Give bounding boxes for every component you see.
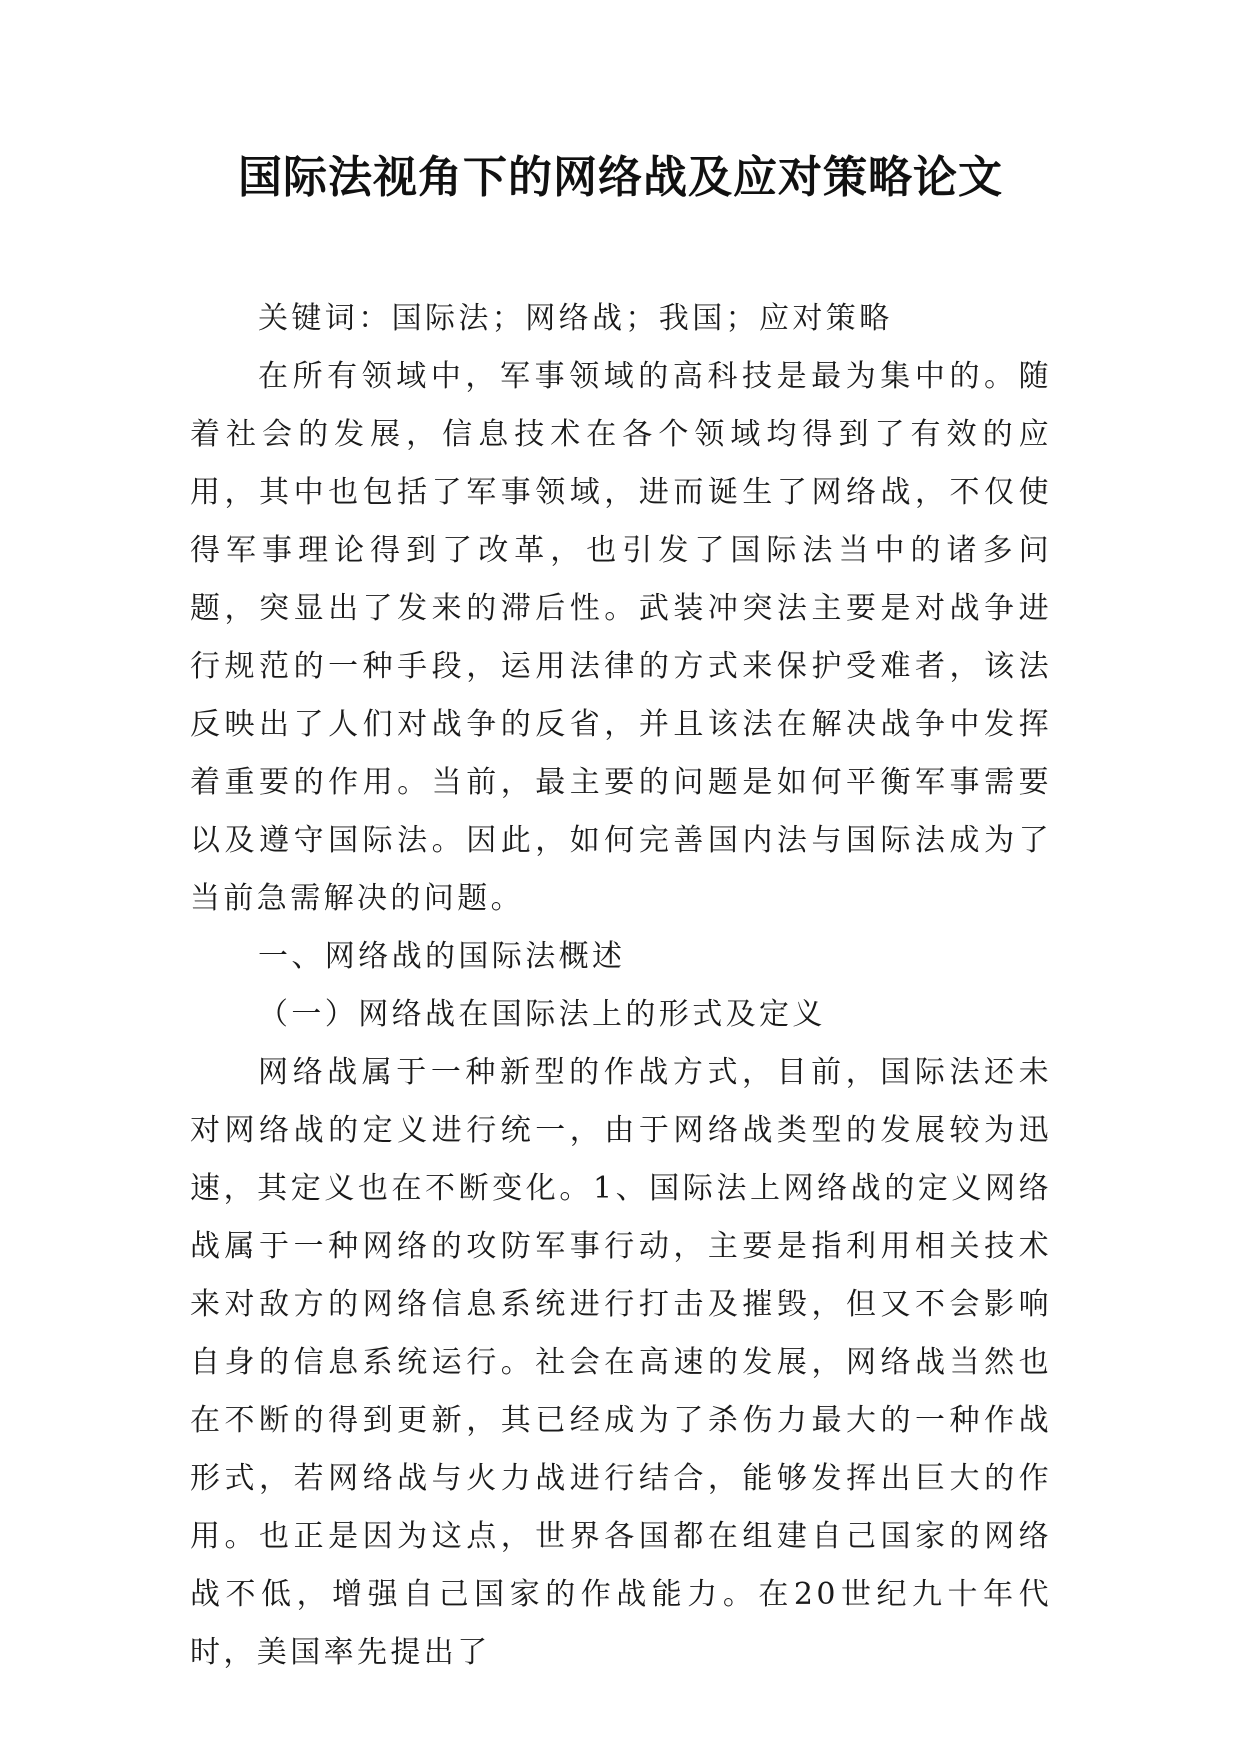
keywords-line: 关键词：国际法；网络战；我国；应对策略 xyxy=(258,301,893,336)
paragraph-intro: 在所有领域中，军事领域的高科技是最为集中的。随着社会的发展，信息技术在各个领域均得到了有效的应用，其中也包括了军事领域，进而诞生了网络战，不仅使得军事理论得到了改革，也引发了国际法当中的诸多问题，突显出了发来的滞后性。武装冲突法主要是对战争进行规范的一种手段，运用法律的方式来保护受难者，该法反映出了人们对战争的反省，并且该法在解决战争中发挥着重要的作用。当前，最主要的问题是如何平衡军事需要以及遵守国际法。因此，如何完善国内法与国际法成为了当前急需解决的问题。 xyxy=(190,359,1052,916)
paragraph-definition: 网络战属于一种新型的作战方式，目前，国际法还未对网络战的定义进行统一，由于网络战类型的发展较为迅速，其定义也在不断变化。1、国际法上网络战的定义网络战属于一种网络的攻防军事行动，主要是指利用相关技术来对敌方的网络信息系统进行打击及摧毁，但又不会影响自身的信息系统运行。社会在高速的发展，网络战当然也在不断的得到更新，其已经成为了杀伤力最大的一种作战形式，若网络战与火力战进行结合，能够发挥出巨大的作用。也正是因为这点，世界各国都在组建自己国家的网络战不低，增强自己国家的作战能力。在20世纪九十年代时，美国率先提出了 xyxy=(190,1055,1052,1670)
subsection-heading: （一）网络战在国际法上的形式及定义 xyxy=(258,997,826,1032)
section-heading: 一、网络战的国际法概述 xyxy=(258,939,626,974)
document-title: 国际法视角下的网络战及应对策略论文 xyxy=(238,152,1003,203)
document-body xyxy=(190,290,1052,1682)
